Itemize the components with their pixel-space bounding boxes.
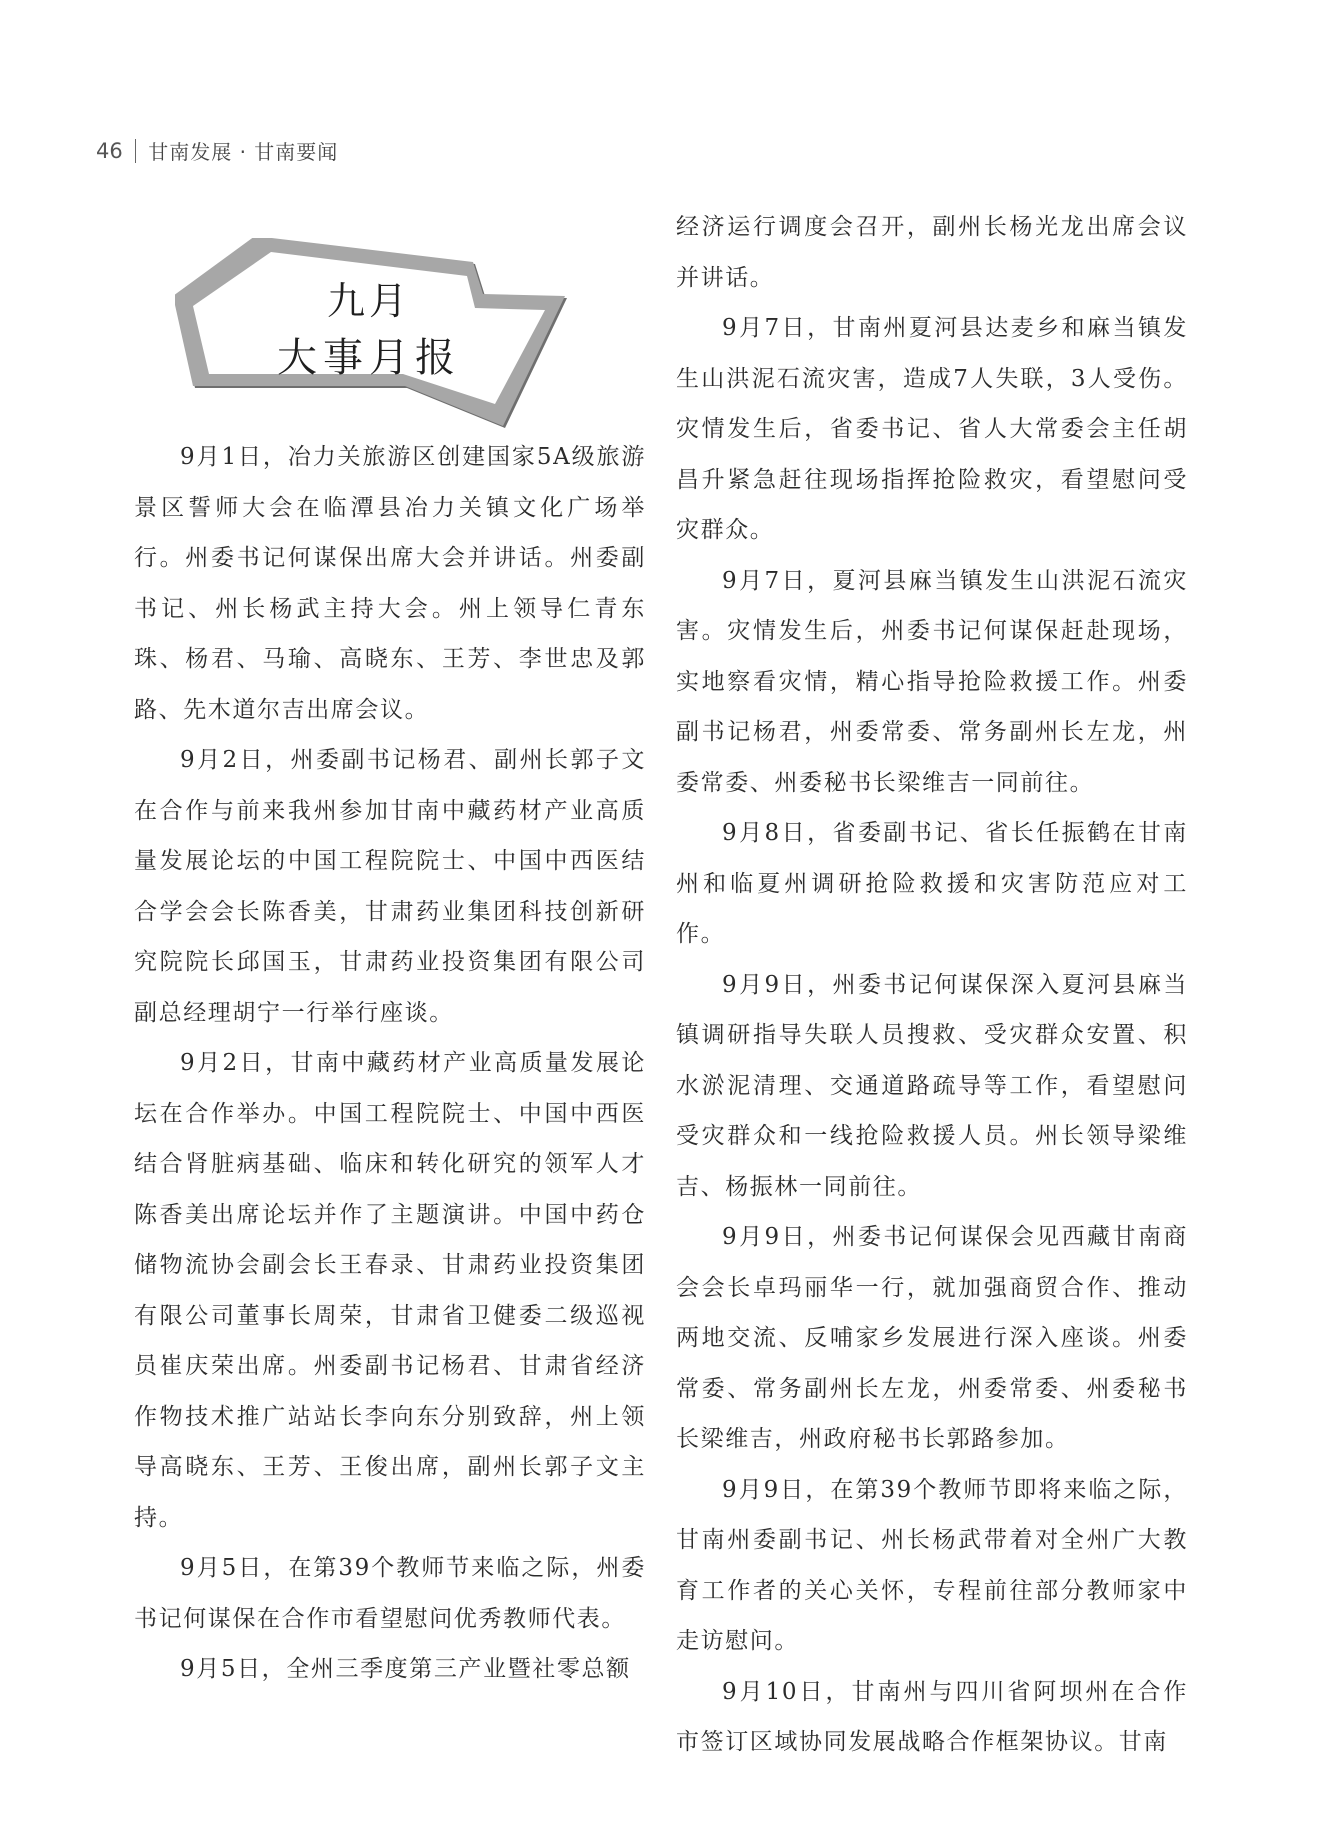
news-paragraph: 9月9日，州委书记何谋保会见西藏甘南商会会长卓玛丽华一行，就加强商贸合作、推动两地交流、反哺家乡发展进行深入座谈。州委常委、常务副州长左龙，州委常委、州委秘书长梁维吉，州政府秘书长郭路参加。 (676, 1224, 1188, 1452)
header-divider (135, 139, 137, 163)
news-paragraph: 9月7日，夏河县麻当镇发生山洪泥石流灾害。灾情发生后，州委书记何谋保赶赴现场，实地察看灾情，精心指导抢险救援工作。州委副书记杨君，州委常委、常务副州长左龙，州委常委、州委秘书长梁维吉一同前往。 (676, 567, 1188, 796)
news-paragraph: 9月7日，甘南州夏河县达麦乡和麻当镇发生山洪泥石流灾害，造成7人失联，3人受伤。灾情发生后，省委书记、省人大常委会主任胡昌升紧急赶往现场指挥抢险救灾，看望慰问受灾群众。 (676, 315, 1188, 543)
month-report-badge (175, 238, 575, 428)
news-paragraph: 9月9日，州委书记何谋保深入夏河县麻当镇调研指导失联人员搜救、受灾群众安置、积水淤泥清理、交通道路疏导等工作，看望慰问受灾群众和一线抢险救援人员。州长领导梁维吉、杨振林一同前往。 (676, 971, 1188, 1200)
badge-title: 大事月报 (277, 335, 461, 381)
news-paragraph: 9月8日，省委副书记、省长任振鹤在甘南州和临夏州调研抢险救援和灾害防范应对工作。 (676, 820, 1188, 947)
news-paragraph: 9月1日，冶力关旅游区创建国家5A级旅游景区誓师大会在临潭县冶力关镇文化广场举行。州委书记何谋保出席大会并讲话。州委副书记、州长杨武主持大会。州上领导仁青东珠、杨君、马瑜、高晓东、王芳、李世忠及郭路、先木道尔吉出席会议。 (134, 444, 646, 723)
news-paragraph: 9月9日，在第39个教师节即将来临之际，甘南州委副书记、州长杨武带着对全州广大教育工作者的关心关怀，专程前往部分教师家中走访慰问。 (676, 1476, 1188, 1654)
running-header (96, 136, 338, 165)
news-paragraph: 9月10日，甘南州与四川省阿坝州在合作市签订区域协同发展战略合作框架协议。甘南 (676, 1678, 1188, 1755)
news-paragraph: 9月2日，甘南中藏药材产业高质量发展论坛在合作举办。中国工程院院士、中国中西医结合肾脏病基础、临床和转化研究的领军人才陈香美出席论坛并作了主题演讲。中国中药仓储物流协会副会长王春录、甘肃药业投资集团有限公司董事长周荣，甘肃省卫健委二级巡视员崔庆荣出席。州委副书记杨君、甘肃省经济作物技术推广站站长李向东分别致辞，州上领导高晓东、王芳、王俊出席，副州长郭子文主持。 (134, 1050, 646, 1531)
news-paragraph: 9月5日，在第39个教师节来临之际，州委书记何谋保在合作市看望慰问优秀教师代表。 (134, 1555, 646, 1632)
news-paragraph: 9月2日，州委副书记杨君、副州长郭子文在合作与前来我州参加甘南中藏药材产业高质量发展论坛的中国工程院院士、中国中西医结合学会会长陈香美，甘肃药业集团科技创新研究院院长邱国玉，甘肃药业投资集团有限公司副总经理胡宁一行举行座谈。 (134, 747, 646, 1026)
section-title: 甘南发展 · 甘南要闻 (148, 140, 339, 164)
page-number: 46 (96, 138, 123, 163)
badge-month: 九月 (326, 279, 411, 323)
news-paragraph: 9月5日，全州三季度第三产业暨社零总额 (180, 1656, 631, 1682)
right-column (676, 202, 1188, 1768)
left-column (134, 432, 646, 1695)
news-paragraph-continued: 经济运行调度会召开，副州长杨光龙出席会议并讲话。 (676, 214, 1188, 291)
